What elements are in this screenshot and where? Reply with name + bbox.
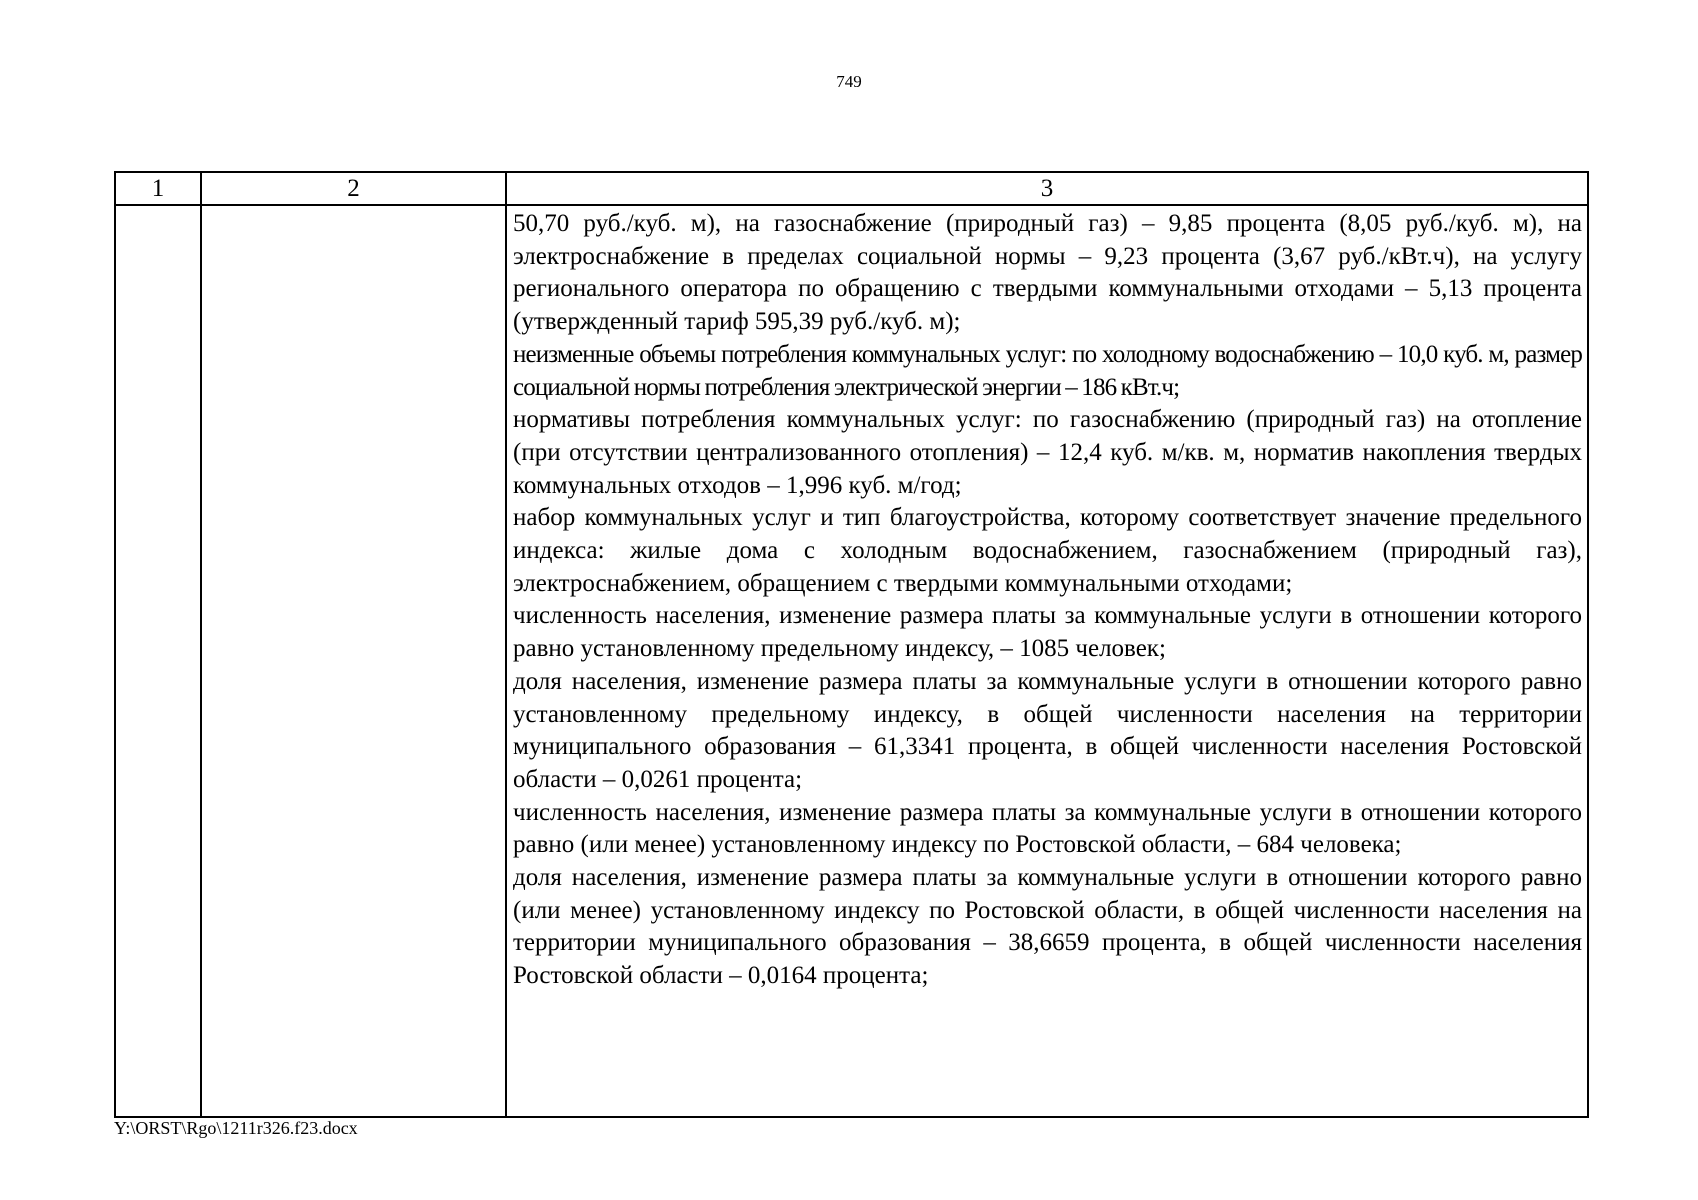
cell-col1 (115, 205, 201, 1117)
column-header-2: 2 (201, 172, 506, 205)
file-path-footer: Y:\ORST\Rgo\1211r326.f23.docx (114, 1118, 358, 1138)
table-header-row (115, 172, 1588, 205)
column-header-1: 1 (115, 172, 201, 205)
paragraph-population-below: численность населения, изменение размера платы за коммунальные услуги в отношении которого равно (или менее) установленному индексу по Ростовской области, – 684 человека; (513, 798, 1582, 859)
paragraph-share-below: доля населения, изменение размера платы за коммунальные услуги в отношении которого равно (или менее) установленному индексу по Ростовской области, в общей численности населения на территории муниципального образования – 38,6659 процента, в общей численности населения Ростовской области – 0,0164 процента; (513, 864, 1582, 990)
column-header-3: 3 (506, 172, 1588, 205)
paragraph-service-set: набор коммунальных услуг и тип благоустройства, которому соответствует значение предельного индекса: жилые дома с холодным водоснабжением, газоснабжением (природный газ), электроснабжением, обращением с твердыми коммунальными отходами; (513, 504, 1582, 597)
page-number: 749 (836, 72, 862, 91)
cell-col3 (506, 205, 1588, 1117)
document-table (114, 171, 1589, 1118)
paragraph-consumption-volumes: неизменные объемы потребления коммунальных услуг: по холодному водоснабжению – 10,0 куб. м, размер социальной нормы потребления электрической энергии – 186 кВт.ч; (513, 340, 1582, 401)
paragraph-tariffs: 50,70 руб./куб. м), на газоснабжение (природный газ) – 9,85 процента (8,05 руб./куб. м), на электроснабжение в пределах социальной нормы – 9,23 процента (3,67 руб./кВт.ч), на услугу регионального оператора по обращению с твердыми коммунальными отходами – 5,13 процента (утвержденный тариф 595,39 руб./куб. м); (513, 210, 1582, 336)
paragraph-share-equal: доля населения, изменение размера платы за коммунальные услуги в отношении которого равно установленному предельному индексу, в общей численности населения на территории муниципального образования – 61,3341 процента, в общей численности населения Ростовской области – 0,0261 процента; (513, 667, 1582, 793)
table-row (115, 205, 1588, 1117)
cell-col2 (201, 205, 506, 1117)
paragraph-consumption-norms: нормативы потребления коммунальных услуг: по газоснабжению (природный газ) на отопление (при отсутствии централизованного отопления) – 12,4 куб. м/кв. м, норматив накопления твердых коммунальных отходов – 1,996 куб. м/год; (513, 406, 1582, 499)
paragraph-population-equal: численность населения, изменение размера платы за коммунальные услуги в отношении которого равно установленному предельному индексу, – 1085 человек; (513, 602, 1582, 663)
